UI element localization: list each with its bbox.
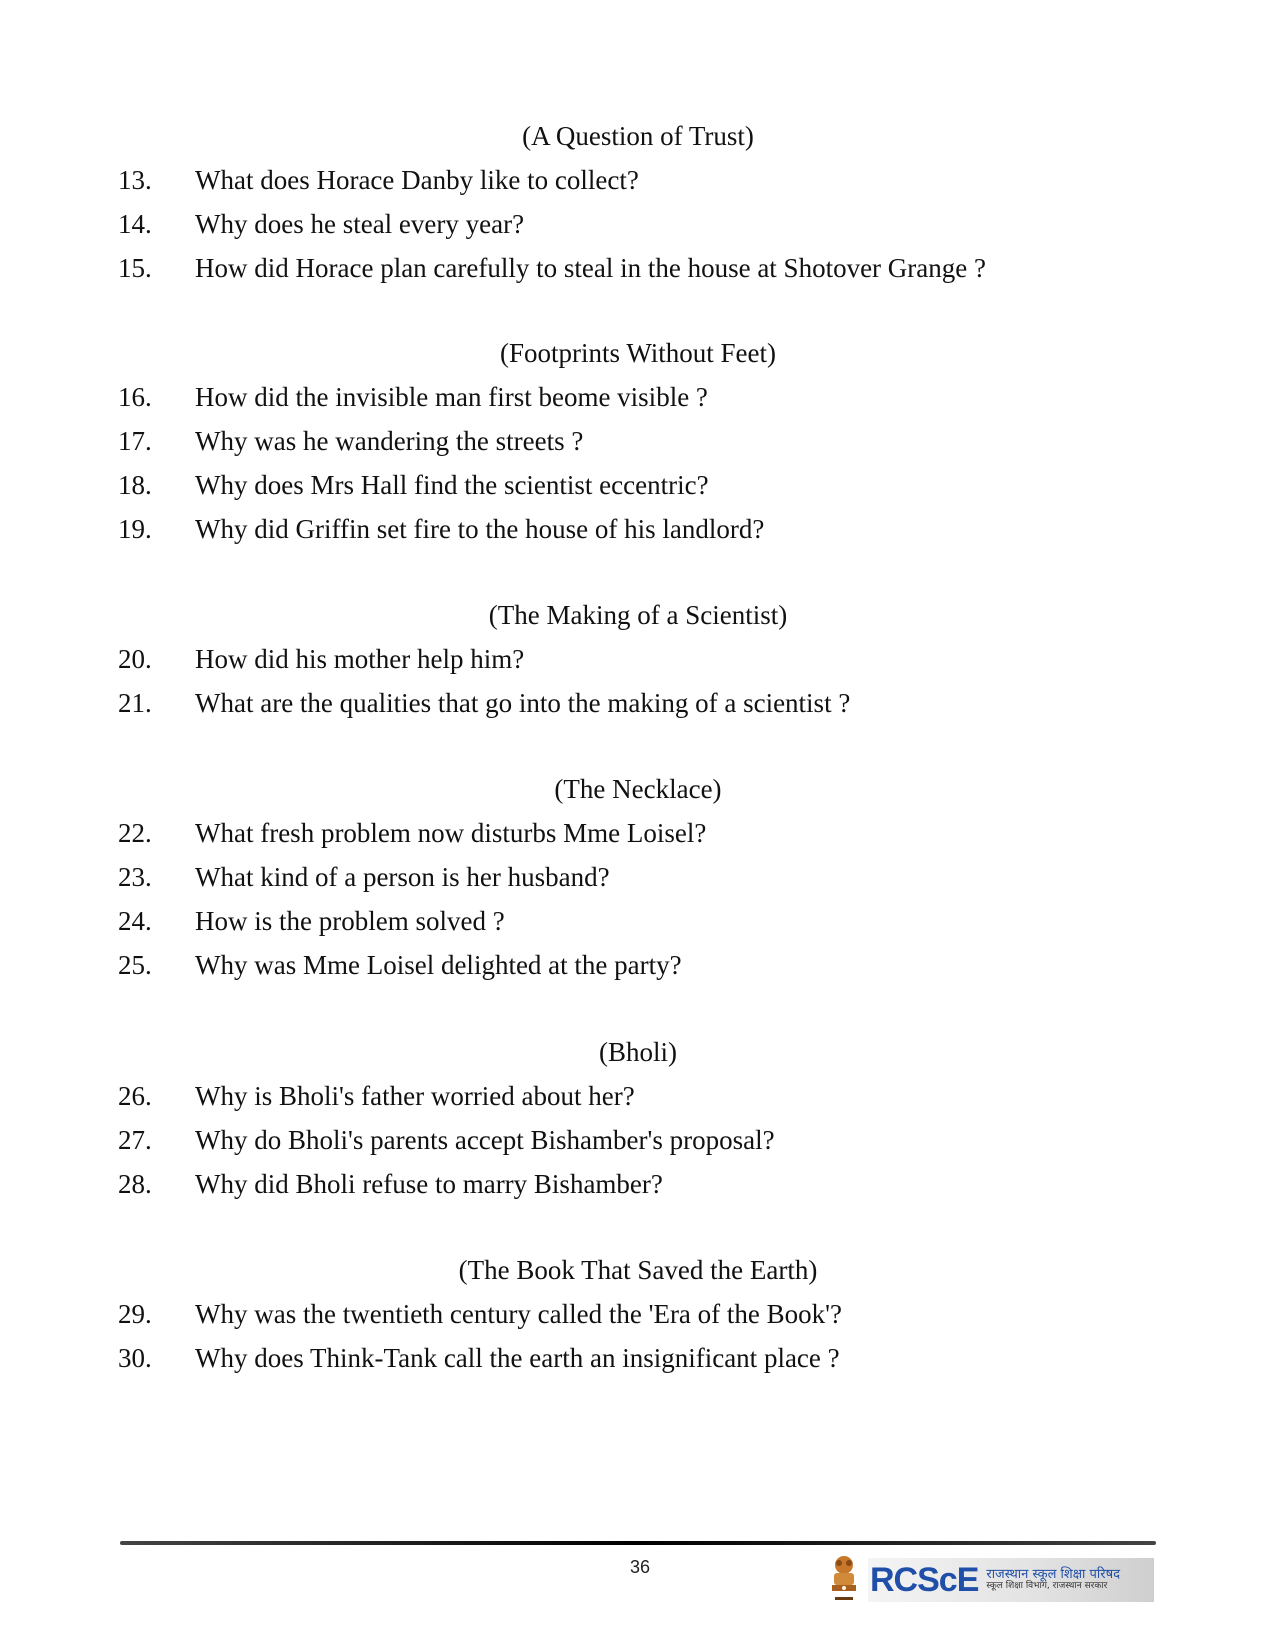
question-number: 20. — [118, 644, 152, 674]
question-number: 15. — [118, 253, 152, 283]
question-item — [118, 507, 1158, 551]
logo-banner — [868, 1558, 1154, 1602]
question-number: 23. — [118, 862, 152, 892]
question-number: 22. — [118, 818, 152, 848]
question-text: What kind of a person is her husband? — [195, 862, 610, 892]
section-title: (The Necklace) — [554, 774, 722, 804]
question-number: 26. — [118, 1081, 152, 1111]
logo-text — [986, 1568, 1120, 1592]
question-text: Why was the twentieth century called the 'Era of the Book'? — [195, 1299, 842, 1329]
question-text: How is the problem solved ? — [195, 906, 505, 936]
question-number: 27. — [118, 1125, 152, 1155]
question-text: Why is Bholi's father worried about her? — [195, 1081, 635, 1111]
section-title: (Footprints Without Feet) — [500, 338, 776, 368]
section-the-necklace — [118, 767, 1158, 987]
section-the-book-that-saved-the-earth — [118, 1248, 1158, 1380]
question-item — [118, 158, 1158, 202]
question-item — [118, 1292, 1158, 1336]
question-text: Why did Griffin set fire to the house of his landlord? — [195, 514, 765, 544]
page-number: 36 — [629, 1557, 651, 1577]
question-number: 17. — [118, 426, 152, 456]
logo-wordmark: RCScE — [870, 1560, 979, 1599]
question-text: What does Horace Danby like to collect? — [195, 165, 639, 195]
section-the-making-of-a-scientist — [118, 593, 1158, 725]
question-item — [118, 1118, 1158, 1162]
question-number: 19. — [118, 514, 152, 544]
question-item — [118, 943, 1158, 987]
question-item — [118, 202, 1158, 246]
question-number: 13. — [118, 165, 152, 195]
question-number: 24. — [118, 906, 152, 936]
question-item — [118, 463, 1158, 507]
section-title: (The Making of a Scientist) — [488, 600, 788, 630]
question-text: Why did Bholi refuse to marry Bishamber? — [195, 1169, 663, 1199]
question-item — [118, 899, 1158, 943]
question-item — [118, 419, 1158, 463]
question-number: 29. — [118, 1299, 152, 1329]
question-item — [118, 375, 1158, 419]
question-number: 14. — [118, 209, 152, 239]
question-text: Why does Think-Tank call the earth an insignificant place ? — [195, 1343, 840, 1373]
question-item — [118, 246, 1158, 290]
question-item — [118, 811, 1158, 855]
question-item — [118, 637, 1158, 681]
question-text: Why do Bholi's parents accept Bishamber's proposal? — [195, 1125, 775, 1155]
question-text: How did Horace plan carefully to steal in the house at Shotover Grange ? — [195, 253, 986, 283]
section-footprints-without-feet — [118, 331, 1158, 551]
question-item — [118, 1162, 1158, 1206]
section-a-question-of-trust — [118, 114, 1158, 290]
section-title: (A Question of Trust) — [522, 121, 754, 151]
question-item — [118, 1336, 1158, 1380]
question-item — [118, 1074, 1158, 1118]
logo-department-name: स्कूल शिक्षा विभाग, राजस्थान सरकार — [986, 1581, 1108, 1592]
question-number: 30. — [118, 1343, 152, 1373]
question-number: 21. — [118, 688, 152, 718]
question-number: 18. — [118, 470, 152, 500]
question-number: 16. — [118, 382, 152, 412]
footer-divider — [120, 1541, 1156, 1545]
national-emblem-icon — [826, 1553, 862, 1607]
question-text: How did his mother help him? — [195, 644, 525, 674]
section-title: (The Book That Saved the Earth) — [458, 1255, 818, 1285]
logo-council-name: राजस्थान स्कूल शिक्षा परिषद — [986, 1566, 1121, 1582]
question-number: 25. — [118, 950, 152, 980]
question-number: 28. — [118, 1169, 152, 1199]
question-text: Why does he steal every year? — [195, 209, 525, 239]
question-item — [118, 855, 1158, 899]
question-item — [118, 681, 1158, 725]
section-title: (Bholi) — [599, 1037, 677, 1067]
rcsce-logo — [826, 1553, 1156, 1607]
question-text: How did the invisible man first beome visible ? — [195, 382, 708, 412]
section-bholi — [118, 1030, 1158, 1206]
question-text: Why was Mme Loisel delighted at the party? — [195, 950, 682, 980]
question-text: Why does Mrs Hall find the scientist eccentric? — [195, 470, 709, 500]
question-text: Why was he wandering the streets ? — [195, 426, 584, 456]
question-text: What are the qualities that go into the making of a scientist ? — [195, 688, 851, 718]
question-text: What fresh problem now disturbs Mme Loisel? — [195, 818, 707, 848]
